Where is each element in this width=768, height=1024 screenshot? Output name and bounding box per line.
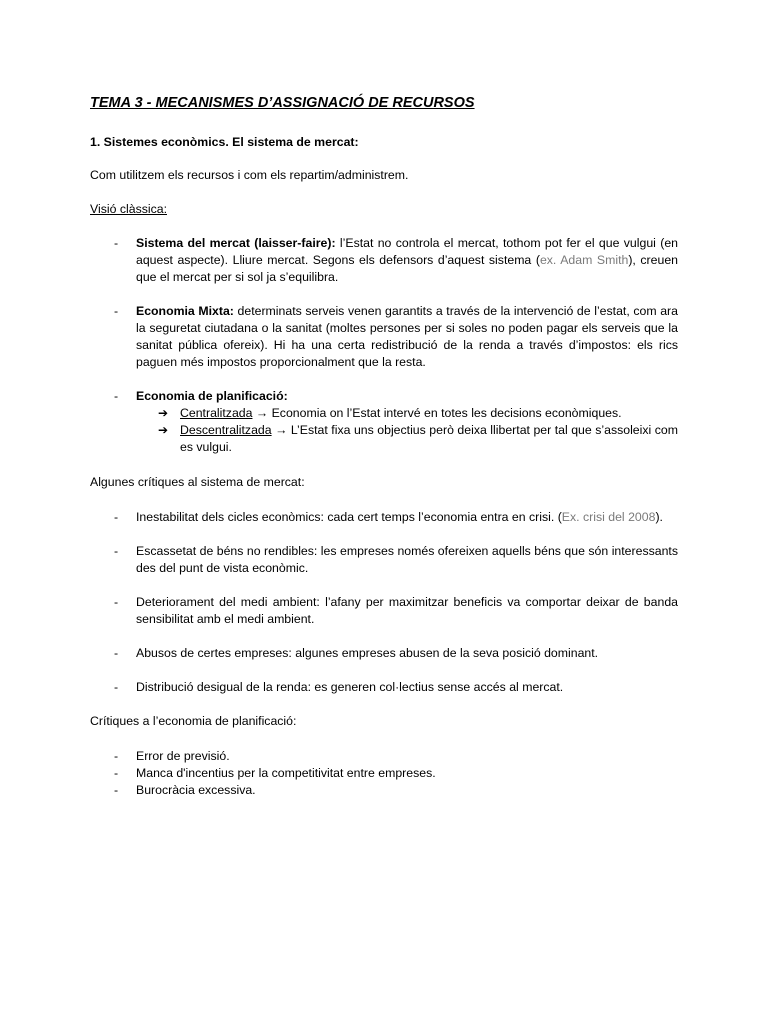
- sub-item-decentralized: ➔ Descentralitzada → L’Estat fixa uns objectius però deixa llibertat per tal que s’assoleixi com es vulgui.: [158, 423, 678, 454]
- critiques-planning-label: Crítiques a l’economia de planificació:: [90, 714, 297, 728]
- intro-paragraph: Com utilitzem els recursos i com els repartim/administrem.: [90, 168, 409, 182]
- term-label: Descentralitzada: [180, 423, 272, 437]
- section-heading: 1. Sistemes econòmics. El sistema de mercat:: [90, 135, 359, 149]
- term-label: Economia Mixta:: [136, 304, 234, 318]
- bullet-dash: -: [114, 595, 119, 609]
- bullet-dash: -: [114, 783, 119, 797]
- critiques-market-label: Algunes crítiques al sistema de mercat:: [90, 475, 305, 489]
- term-label: Centralitzada: [180, 406, 253, 420]
- critique-item: - Inestabilitat dels cicles econòmics: cada cert temps l’economia entra en crisi. (Ex. crisi del 2008).: [114, 510, 663, 524]
- bullet-dash: -: [114, 749, 119, 763]
- example-text: ex. Adam Smith: [539, 253, 629, 267]
- list-item-text: Economia Mixta: determinats serveis venen garantits a través de la intervenció de l’estat, com ara la seguretat ciutadana o la sanitat (moltes persones per si soles no poden pagar els serveis que la sanitat pública ofereix). Hi ha una certa redistribució de la renda a través d’impostos: els rics paguen més impostos proporcionalment que la resta.: [136, 304, 678, 369]
- planning-critique-item: - Error de previsió.: [114, 749, 230, 763]
- term-label: Sistema del mercat (laisser-faire):: [136, 236, 336, 250]
- bullet-dash: -: [114, 236, 119, 250]
- bullet-dash: -: [114, 766, 119, 780]
- list-item-market-system: [90, 235, 678, 286]
- critique-item: - Deteriorament del medi ambient: l’afany per maximitzar beneficis va comportar deixar de banda sensibilitat amb el medi ambient.: [114, 595, 678, 626]
- list-item-mixed-economy: [90, 303, 678, 371]
- critique-item: - Escassetat de béns no rendibles: les empreses només ofereixen aquells béns que són interessants des del punt de vista econòmic.: [114, 544, 678, 575]
- list-item-text: [136, 388, 678, 405]
- critique-item: - Abusos de certes empreses: algunes empreses abusen de la seva posició dominant.: [114, 646, 599, 660]
- bullet-dash: -: [114, 510, 119, 524]
- term-label: Economia de planificació:: [136, 389, 288, 403]
- bullet-dash: -: [114, 304, 119, 318]
- list-item-text: Sistema del mercat (laisser-faire): l’Estat no controla el mercat, tothom pot fer el que vulgui (en aquest aspecte). Lliure mercat. Segons els defensors d’aquest sistema (ex. Adam Smith), creuen que el mercat per si sol ja s’equilibra.: [136, 236, 678, 284]
- classic-view-label: Visió clàssica:: [90, 202, 167, 216]
- arrow-icon: ➔: [158, 406, 169, 420]
- bullet-dash: -: [114, 646, 119, 660]
- planning-critique-item: - Burocràcia excessiva.: [114, 783, 256, 797]
- bullet-dash: -: [114, 680, 119, 694]
- sub-item-centralized: ➔ Centralitzada → Economia on l’Estat intervé en totes les decisions econòmiques.: [158, 406, 622, 420]
- list-item-planned-economy: [90, 388, 678, 456]
- critique-item: - Distribució desigual de la renda: es generen col·lectius sense accés al mercat.: [114, 680, 564, 694]
- arrow-icon: ➔: [158, 423, 169, 437]
- planning-critique-item: - Manca d'incentius per la competitivitat entre empreses.: [114, 766, 436, 780]
- document-title: TEMA 3 - MECANISMES D’ASSIGNACIÓ DE RECURSOS: [90, 95, 475, 111]
- bullet-dash: -: [114, 389, 119, 403]
- document-page: [90, 94, 678, 797]
- bullet-dash: -: [114, 544, 119, 558]
- example-text: Ex. crisi del 2008: [561, 510, 656, 524]
